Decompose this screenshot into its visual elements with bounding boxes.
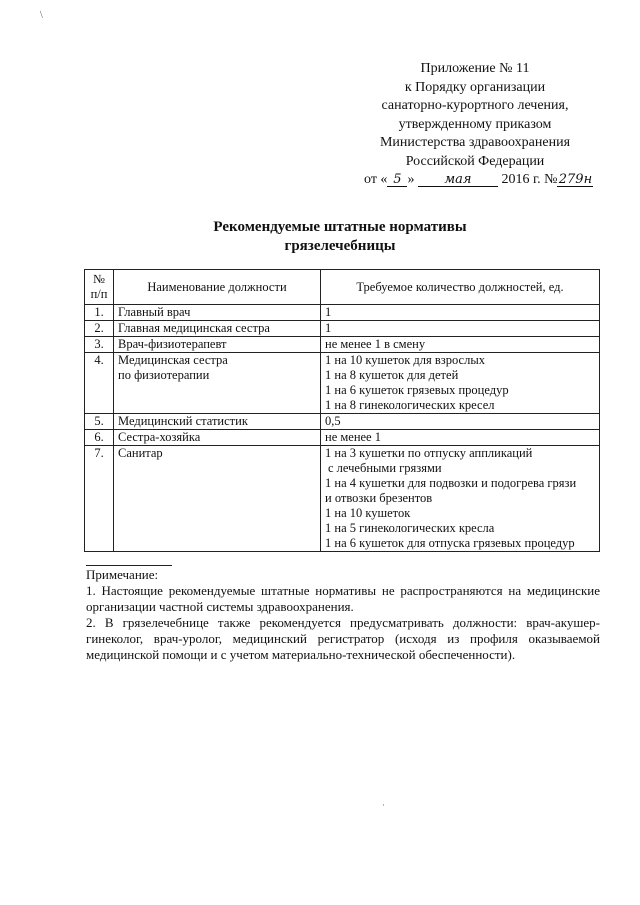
cell-line: 1 на 6 кушеток для отпуска грязевых процедур: [325, 536, 575, 550]
position-quantity: [321, 305, 600, 321]
appendix-line: санаторно-курортного лечения,: [381, 98, 569, 113]
row-number: 1.: [85, 305, 114, 321]
position-name: [114, 305, 321, 321]
position-quantity: [321, 414, 600, 430]
position-quantity: [321, 446, 600, 552]
cell-line: 1: [325, 321, 332, 335]
header-position-name: Наименование должности: [114, 270, 321, 305]
table-row: [85, 446, 600, 552]
position-name: [114, 414, 321, 430]
cell-line: 1 на 8 гинекологических кресел: [325, 398, 495, 412]
row-number: 3.: [85, 337, 114, 353]
table-row: [85, 430, 600, 446]
note-item: 1. Настоящие рекомендуемые штатные нормативы не распространяются на медицинские организации частной системы здравоохранения.: [86, 583, 600, 614]
cell-line: 1 на 8 кушеток для детей: [325, 368, 459, 382]
cell-line: Врач-физиотерапевт: [118, 337, 227, 351]
date-mid: »: [407, 172, 415, 187]
position-quantity: [321, 430, 600, 446]
table-row: [85, 321, 600, 337]
row-number: 2.: [85, 321, 114, 337]
cell-line: 1 на 4 кушетки для подвозки и подогрева грязи: [325, 476, 577, 490]
title-line: грязелечебницы: [284, 238, 396, 254]
table-header-row: [85, 270, 600, 305]
table-row: [85, 353, 600, 414]
header-required-quantity: Требуемое количество должностей, ед.: [321, 270, 600, 305]
cell-line: Главная медицинская сестра: [118, 321, 270, 335]
cell-line: 0,5: [325, 414, 341, 428]
note-divider: [86, 565, 172, 566]
cell-line: не менее 1 в смену: [325, 337, 426, 351]
row-number: 7.: [85, 446, 114, 552]
appendix-line: Министерства здравоохранения: [379, 135, 571, 150]
handwritten-day: 5: [387, 173, 407, 187]
row-number: 5.: [85, 414, 114, 430]
handwritten-order-number: 279н: [558, 172, 593, 187]
table-row: [85, 414, 600, 430]
appendix-line: Российской Федерации: [405, 153, 545, 169]
row-number: 6.: [85, 430, 114, 446]
row-number: 4.: [85, 353, 114, 414]
date-year: 2016 г. №: [501, 172, 558, 187]
cell-line: 1 на 5 гинекологических кресла: [325, 521, 495, 535]
cell-line: с лечебными грязями: [328, 461, 442, 475]
position-quantity: [321, 337, 600, 353]
table-row: [85, 305, 600, 321]
appendix-header: [350, 60, 600, 190]
header-num-line: п/п: [90, 287, 108, 301]
position-name: [114, 337, 321, 353]
appendix-line: утвержденному приказом: [398, 116, 552, 132]
order-date-line: [350, 171, 600, 190]
cell-line: 1 на 10 кушеток: [325, 506, 411, 520]
position-name: [114, 353, 321, 414]
cell-line: Главный врач: [118, 305, 191, 319]
table-row: [85, 337, 600, 353]
cell-line: 1 на 10 кушеток для взрослых: [325, 353, 485, 367]
cell-line: не менее 1: [325, 430, 381, 444]
position-name: [114, 446, 321, 552]
scan-speck: ·: [382, 800, 385, 810]
cell-line: и отвозки брезентов: [325, 491, 433, 505]
handwritten-month: мая: [418, 173, 498, 187]
cell-line: Медицинский статистик: [118, 414, 248, 428]
cell-line: по физиотерапии: [118, 368, 210, 382]
position-quantity: [321, 321, 600, 337]
title-line: Рекомендуемые штатные нормативы: [213, 219, 467, 235]
cell-line: Сестра-хозяйка: [118, 430, 201, 444]
document-title: [150, 218, 530, 256]
header-num: [85, 270, 114, 305]
appendix-line: к Порядку организации: [404, 79, 546, 95]
cell-line: 1 на 6 кушеток грязевых процедур: [325, 383, 509, 397]
position-quantity: [321, 353, 600, 414]
cell-line: 1: [325, 305, 332, 319]
note-item: 2. В грязелечебнице также рекомендуется предусматривать должности: врач-акушер-гинеколог, врач-уролог, медицинский регистратор (исходя из профиля оказываемой медицинской помощи и с учетом материально-технической обеспеченности).: [86, 615, 600, 662]
notes-heading: Примечание:: [86, 567, 159, 582]
cell-line: Санитар: [118, 446, 163, 460]
staffing-table: [84, 269, 600, 552]
appendix-line: Приложение № 11: [420, 61, 530, 76]
date-prefix: от «: [364, 172, 388, 187]
header-num-line: №: [93, 272, 105, 286]
cell-line: Медицинская сестра: [118, 353, 228, 367]
position-name: [114, 321, 321, 337]
corner-mark: \: [40, 10, 43, 21]
notes-section: [86, 567, 600, 663]
position-name: [114, 430, 321, 446]
cell-line: 1 на 3 кушетки по отпуску аппликаций: [325, 446, 533, 460]
